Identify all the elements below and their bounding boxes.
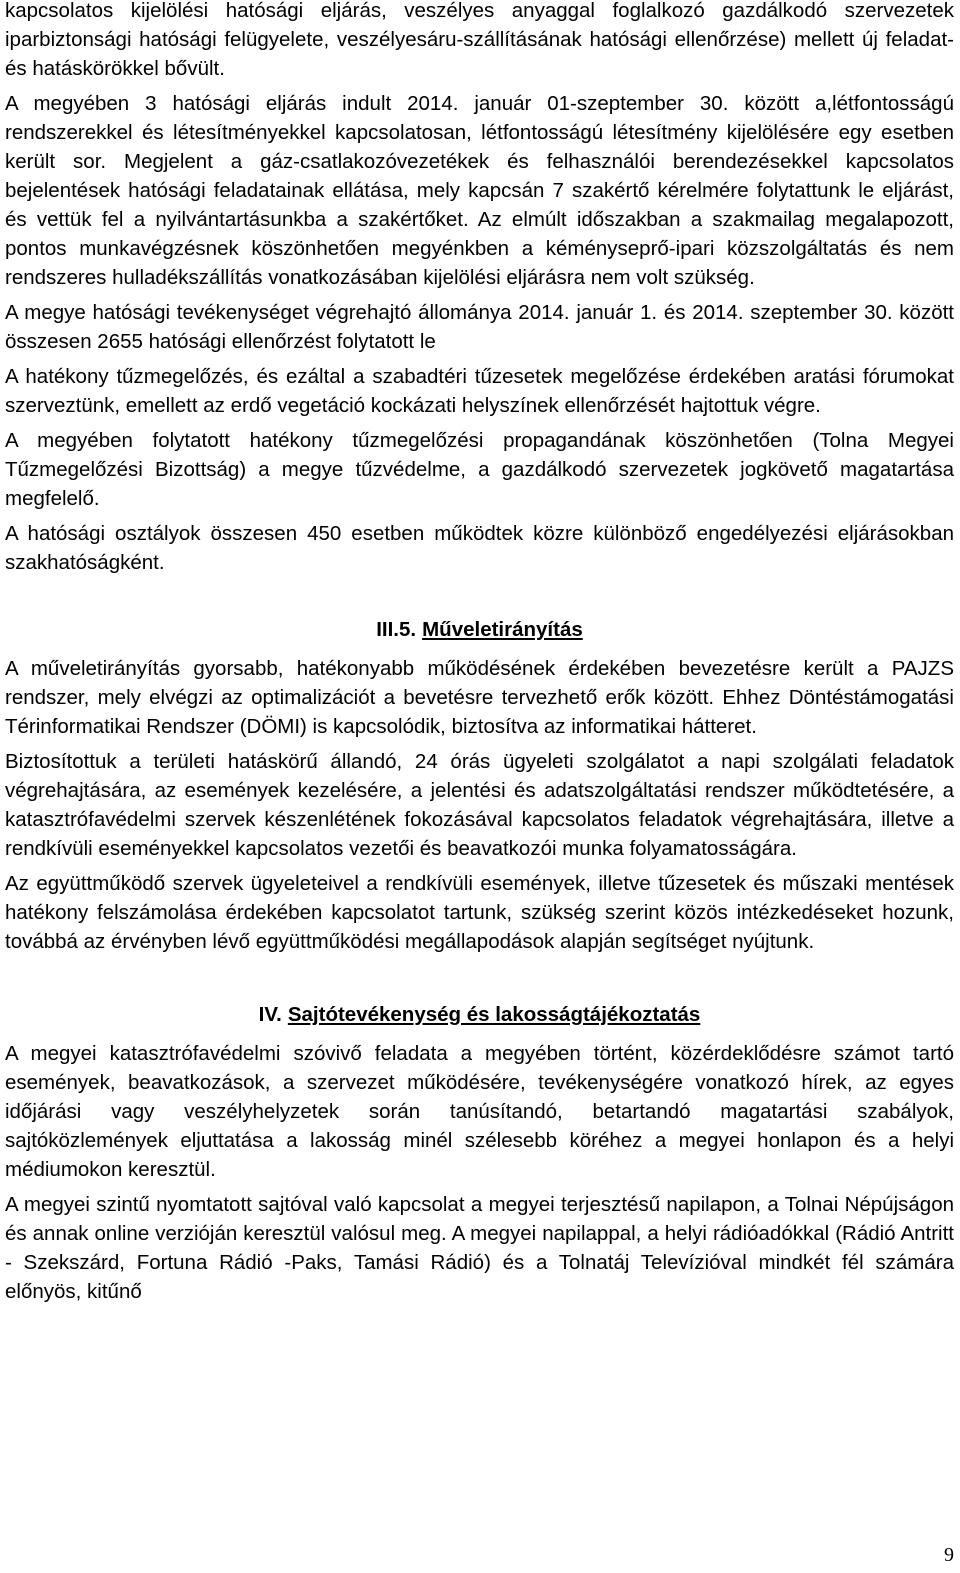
paragraph: A hatékony tűzmegelőzés, és ezáltal a szabadtéri tűzesetek megelőzése érdekében aratási fórumokat szerveztünk, emellett az erdő vegetáció kockázati helyszínek ellenőrzését hajtottuk végre. [5, 365, 954, 417]
paragraph: Az együttműködő szervek ügyeleteivel a rendkívüli események, illetve tűzesetek és műszaki mentések hatékony felszámolása érdekében kapcsolatot tartunk, szükség szerint közös intézkedéseket hozunk, továbbá az érvényben lévő együttműködési megállapodások alapján segítséget nyújtunk. [5, 872, 954, 953]
section-heading-iii-5 [5, 615, 954, 644]
document-page [5, 0, 954, 1312]
paragraph: A megyében folytatott hatékony tűzmegelőzési propagandának köszönhetően (Tolna Megyei Tűzmegelőzési Bizottság) a megye tűzvédelme, a gazdálkodó szervezetek jogkövető magatartása megfelelő. [5, 429, 954, 510]
paragraph: A hatósági osztályok összesen 450 esetben működtek közre különböző engedélyezési eljárásokban szakhatóságként. [5, 522, 954, 574]
paragraph: A megyei katasztrófavédelmi szóvivő feladata a megyében történt, közérdeklődésre számot tartó események, beavatkozások, a szervezet működésére, tevékenységére vonatkozó hírek, az egyes időjárási vagy veszélyhelyzetek során tanúsítandó, betartandó magatartási szabályok, sajtóközlemények eljuttatása a lakosság minél szélesebb köréhez a megyei honlapon és a helyi médiumokon keresztül. [5, 1042, 954, 1181]
section-number: III.5. [376, 618, 417, 641]
paragraph: A megyében 3 hatósági eljárás indult 2014. január 01-szeptember 30. között a,létfontosságú rendszerekkel és létesítményekkel kapcsolatosan, létfontosságú létesítmény kijelölésére egy esetben került sor. Megjelent a gáz-csatlakozóvezetékek és felhasználói berendezésekkel kapcsolatos bejelentések hatósági feladatainak ellátása, mely kapcsán 7 szakértő kérelmére folytattunk le eljárást, és vettük fel a nyilvántartásunkba a szakértőket. Az elmúlt időszakban a szakmailag megalapozott, pontos munkavégzésnek köszönhetően megyénkben a kéményseprő-ipari közszolgáltatás és nem rendszeres hulladékszállítás vonatkozásában kijelölési eljárásra nem volt szükség. [5, 92, 954, 289]
paragraph: A megyei szintű nyomtatott sajtóval való kapcsolat a megyei terjesztésű napilapon, a Tolnai Népújságon és annak online verzióján keresztül valósul meg. A megyei napilappal, a helyi rádióadókkal (Rádió Antritt - Szekszárd, Fortuna Rádió -Paks, Tamási Rádió) és a Tolnatáj Televízióval mindkét fél számára előnyös, kitűnő [5, 1193, 954, 1303]
paragraph: kapcsolatos kijelölési hatósági eljárás, veszélyes anyaggal foglalkozó gazdálkodó szervezetek iparbiztonsági hatósági felügyelete, veszélyesáru-szállításának hatósági ellenőrzése) mellett új feladat- és hatáskörökkel bővült. [5, 0, 954, 80]
section-title: Sajtótevékenység és lakosságtájékoztatás [287, 1003, 701, 1026]
paragraph: Biztosítottuk a területi hatáskörű állandó, 24 órás ügyeleti szolgálatot a napi szolgálati feladatok végrehajtására, az események kezelésére, a jelentési és adatszolgáltatási rendszer működtetésére, a katasztrófavédelmi szervek készenlétének fokozásával kapcsolatos feladatok végrehajtására, illetve a rendkívüli eseményekkel kapcsolatos vezetői és beavatkozói munka folyamatosságára. [5, 750, 954, 860]
paragraph: A megye hatósági tevékenységet végrehajtó állománya 2014. január 1. és 2014. szeptember 30. között összesen 2655 hatósági ellenőrzést folytatott le [5, 301, 954, 353]
section-title: Műveletirányítás [422, 618, 583, 641]
page-number: 9 [944, 1544, 954, 1566]
section-number: IV. [258, 1003, 282, 1026]
section-heading-iv [5, 1000, 954, 1029]
paragraph: A műveletirányítás gyorsabb, hatékonyabb működésének érdekében bevezetésre került a PAJZS rendszer, mely elvégzi az optimalizációt a bevetésre tervezhető erők között. Ehhez Döntéstámogatási Térinformatikai Rendszer (DÖMI) is kapcsolódik, biztosítva az informatikai hátteret. [5, 657, 954, 738]
